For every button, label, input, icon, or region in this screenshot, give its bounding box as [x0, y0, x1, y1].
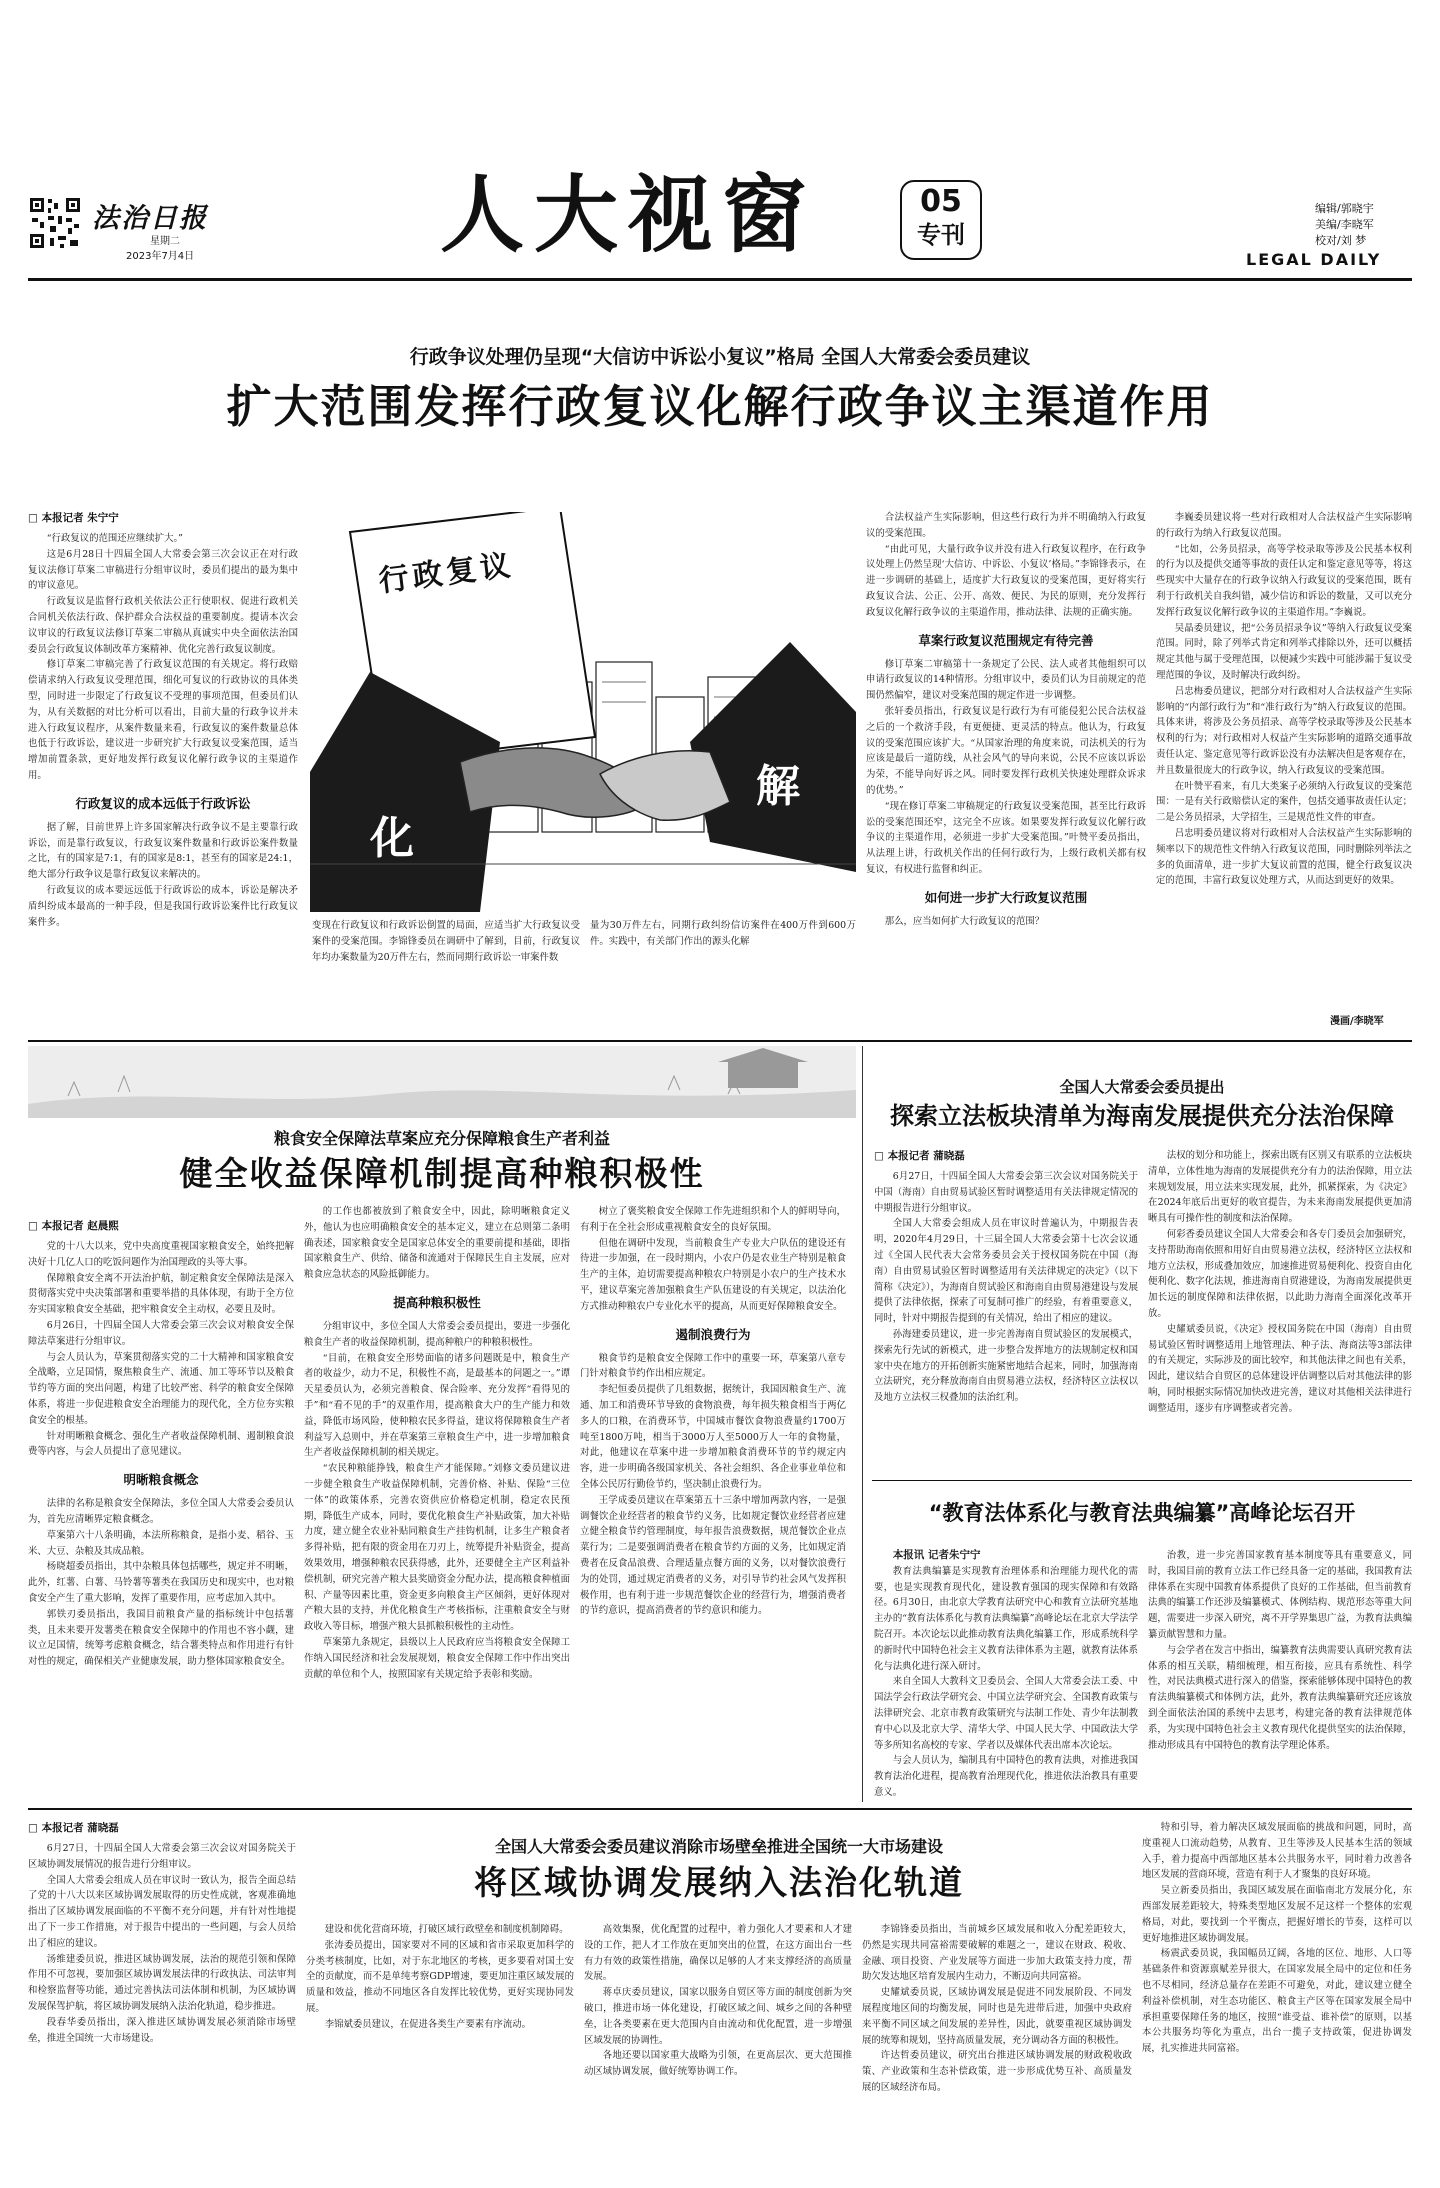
column-divider [862, 1046, 863, 1802]
article4-reporter: 本报讯 记者朱宁宁 [892, 1549, 981, 1561]
paragraph: “行政复议的范围还应继续扩大。” [46, 533, 183, 544]
paragraph: 全国人大常委会组成人员在审议时一致认为，报告全面总结了党的十八大以来区域协调发展取得的历史性成就，客观准确地指出了区域协调发展面临的不平衡不充分问题，并有针对性地提出了下一步工作措施，对于报告中提出的一些问题，与会人员给出了相应的建议。 [28, 1874, 296, 1949]
paragraph: 修订草案二审稿第十一条规定了公民、法人或者其他组织可以申请行政复议的14种情形。分组审议中，委员们认为目前规定的范围仍然偏窄，建议对受案范围的规定作进一步调整。 [866, 658, 1146, 702]
paragraph: 但他在调研中发现，当前粮食生产专业大户队伍的建设还有待进一步加强，在一段时期内，小农户仍是农业生产特别是粮食生产的主体，迫切需要提高种粮农户特别是小农户的生产技术水平，建议草案完善加强粮食生产队伍建设的有关规定，以法治化方式推动种粮农户专业化水平的提高，从而更好保障粮食安全。 [580, 1237, 846, 1312]
page-label: 专刊 [917, 221, 965, 249]
grain-banner [28, 1046, 856, 1118]
article1-col5 [1156, 510, 1412, 1010]
paragraph: 张轩委员指出，行政复议是行政行为有可能侵犯公民合法权益之后的一个救济手段，有更便捷、更灵活的特点。他认为，行政复议的受案范围应该扩大。“从国家治理的角度来说，司法机关的行为应该是最后一道防线，从社会风气的导向来说，公民不应该以诉讼为荣，不能导向好诉之风。同时要发挥行政机关快速处理群众诉求的优势。” [866, 705, 1146, 796]
article2-kicker: 粮食安全保障法草案应充分保障粮食生产者利益 [273, 1129, 610, 1148]
article5-reporter: □ 本报记者 蒲晓磊 [28, 1822, 119, 1834]
section-rule [28, 1040, 1412, 1042]
paragraph: 王学成委员建议在草案第五十三条中增加两款内容，一是强调餐饮企业经营者的粮食节约义务，比如规定餐饮业经营者应建立健全粮食节约管理制度，每年报告浪费数据，规范餐饮企业点菜行为；二是要强调消费者在粮食节约方面的义务，比如规定消费者在反食品浪费、合理适量点餐方面的义务，以对餐饮浪费行为的处罚，通过规定消费者的义务，对引导节约社会风气发挥积极作用，也有利于进一步规范餐饮企业的经营行为，增强消费者的节约意识，提高消费者的节约意识和能力。 [580, 1494, 846, 1617]
paragraph: “比如，公务员招录，高等学校录取等涉及公民基本权利的行为以及提供交通等事故的责任认定和鉴定意见等等，将这些现实中大量存在的行政争议纳入行政复议的受案范围，既有利于行政机关自我纠错，减少信访和诉讼的数量，又可以充分发挥行政复议化解行政争议的主渠道作用。”李巍说。 [1156, 543, 1412, 618]
paragraph: 何彩香委员建议全国人大常委会和各专门委员会加强研究，支持帮助海南依照和用好自由贸易港立法权，经济特区立法权和地方立法权，形成叠加效应，加速推进贸易便利化、投资自由化便利化、数字化法规，推进海南自贸港建设，为海南发展提供更加长远的制度保障和法律依据，以此助力海南全面深化改革开放。 [1148, 1228, 1412, 1319]
article1-midcol-right [590, 918, 856, 1028]
paragraph: “目前，在粮食安全形势面临的诸多问题既是中，粮食生产者的收益少，动力不足，积极性不高，是最基本的问题之一。”谭天星委员认为，必须完善粮食、保合险率、充分发挥“看得见的手”和“看不见的手”的双重作用，提高粮食大户的生产能力和效益，降低市场风险，使种粮农民多得益，建议将保障粮食生产者利益写入总则中，并在草案第三章粮食生产中，进一步增加粮食生产者收益保障机制的相关规定。 [304, 1352, 570, 1459]
paragraph: 法律的名称是粮食安全保障法，多位全国人大常委会委员认为，首先应清晰界定粮食概念。 [28, 1498, 294, 1525]
paragraph: 6月26日，十四届全国人大常委会第三次会议对粮食安全保障法草案进行分组审议。 [28, 1319, 294, 1347]
paragraph: 的工作也都被放到了粮食安全中，因此，除明晰粮食定义外，他认为也应明确粮食安全的基本定义，建立在总则第二条明确表述，国家粮食安全是国家总体安全的重要前提和基础，即指国家粮食生产、供给、储备和流通对于保障民生自主发展，应对粮食应急状态的风险抵御能力。 [304, 1206, 570, 1281]
page-number-box [900, 180, 982, 260]
paragraph: 建设和优化营商环境，打破区域行政壁垒和制度机制障碍。 [324, 1924, 569, 1935]
paragraph: 据了解，目前世界上许多国家解决行政争议不是主要靠行政诉讼，而是靠行政复议，行政复议案件数量和行政诉讼案件数量之比，有的国家是7:1，有的国家是8:1，甚至有的国家是24:1，绝大部分行政争议是靠行政复议来解决的。 [28, 821, 298, 881]
paragraph: 法权的划分和功能上，探索出既有区别又有联系的立法板块清单，立体性地为海南的发展提供充分有力的法治保障，用立法来规划发展，用立法来实现发展，此外，抓紧探索，为《决定》在2024年底后出更好的收官提告，为未来海南发展提供更加清晰具有可操作性的制度和法治保障。 [1148, 1150, 1412, 1225]
subheading: 明晰粮食概念 [123, 1472, 199, 1488]
paragraph: 量为30万件左右，同期行政纠纷信访案件在400万件到600万件。实践中，有关部门作出的源头化解 [590, 920, 856, 947]
paragraph: 保障粮食安全离不开法治护航，制定粮食安全保障法是深入贯彻落实党中央决策部署和重要举措的具体体现，有助于全方位夯实国家粮食安全基础，把牢粮食安全主动权，必要且及时。 [28, 1272, 294, 1316]
illustration-left-char: 化 [370, 813, 414, 864]
brand-en: LEGAL DAILY [1246, 250, 1382, 269]
illustration-right-char: 解 [756, 761, 800, 812]
paragraph: 在叶赞平看来，有几大类案子必须纳入行政复议的受案范围：一是有关行政赔偿认定的案件，包括交通事故责任认定；二是公务员招录，大学招生，三是规范性文件的审查。 [1156, 780, 1412, 824]
paragraph: 蒋卓庆委员建议，国家以服务自贸区等方面的制度创新为突破口，推进市场一体化建设，打破区域之间、城乡之间的各种壁垒，让各类要素在更大范围内自由流动和优化配置，进一步增强区域发展的协调性。 [584, 1987, 852, 2046]
paragraph: 行政复议的成本要远远低于行政诉讼的成本，诉讼是解决矛盾纠纷成本最高的一种手段，但是我国行政诉讼案件比行政复议案件多。 [28, 884, 298, 928]
paragraph: 分组审议中，多位全国人大常委会委员提出，要进一步强化粮食生产者的收益保障机制，提高种粮户的种粮积极性。 [304, 1320, 570, 1348]
subheading: 如何进一步扩大行政复议范围 [924, 889, 1088, 905]
paragraph: 郭铁刃委员指出，我国目前粮食产量的指标统计中包括薯类，且未来要开发薯类在粮食安全保障中的作用也不容小觑，建议立足国情，统筹考虑粮食概念，结合薯类特点和作用进行有针对性的规定，确保相关产业健康发展，助力整体国家粮食安全。 [28, 1608, 294, 1668]
paragraph: 与会学者在发言中指出，编纂教育法典需要认真研究教育法体系的相互关联，精细梳理，相互衔接，应具有系统性、科学性，对民法典模式进行深入的借鉴，探索能够体现中国特色的教育法典编纂模式和体例方法，此外，教育法典编纂研究还应该放到全面依法治国的系统中去思考，构建完备的教育法律规范体系，为实现中国特色社会主义教育现代化提供坚实的法治保障，推动形成具有中国特色的教育法学理论体系。 [1148, 1644, 1412, 1751]
article1-kicker: 行政争议处理仍呈现“大信访中诉讼小复议”格局 全国人大常委会委员建议 [409, 346, 1031, 368]
article1-col4 [866, 510, 1146, 1028]
subheading: 提高种粮积极性 [393, 1294, 481, 1310]
article1-headline: 扩大范围发挥行政复议化解行政争议主渠道作用 [226, 380, 1214, 433]
paragraph: 段春华委员指出，深入推进区域协调发展必须消除市场壁垒，推进全国统一大市场建设。 [28, 2016, 296, 2044]
section-title: 人大视窗 [440, 166, 817, 264]
article2-reporter: □ 本报记者 赵晨熙 [28, 1220, 119, 1232]
paragraph: 那么，应当如何扩大行政复议的范围？ [884, 915, 1045, 927]
paragraph: 杨震武委员说，我国幅员辽阔，各地的区位、地形、人口等基础条件和资源禀赋差异很大，在国家发展全局中的定位和任务也不尽相同，经济总量存在差距不可避免，对此，建议建立健全利益补偿机制，对生态功能区、粮食主产区等在国家发展全局中承担重要保障任务的地区，按照“谁受益、谁补偿”的原则，以基本公共服务均等化为重点，出台一揽子支持政策，促进协调发展，扎实推进共同富裕。 [1142, 1948, 1412, 2055]
paragraph: 粮食节约是粮食安全保障工作中的重要一环，草案第八章专门针对粮食节约作出相应规定。 [580, 1352, 846, 1380]
article4-headline: “教育法体系化与教育法典编纂”高峰论坛召开 [928, 1501, 1356, 1525]
paragraph [874, 1548, 1138, 1564]
article2-headline: 健全收益保障机制提高种粮积极性 [179, 1154, 705, 1193]
paragraph: 李锦锋委员指出，当前城乡区域发展和收入分配差距较大，仍然是实现共同富裕需要破解的难题之一，建议在财政、税收、金融、项目投资、产业发展等方面进一步加大政策支持力度，帮助欠发达地区培育发展内生动力，不断迈向共同富裕。 [862, 1924, 1132, 1983]
paragraph: 修订草案二审稿完善了行政复议范围的有关规定。将行政赔偿请求纳入行政复议受理范围，细化可复议的行政协议的具体类型，同时进一步限定了行政复议不受理的事项范围，但委员们认为，从有关数据的对比分析可以看出，目前大量的行政争议并未进入行政复议程序，从案件数量来看，行政复议的案件数量总体也低于行政诉讼，建议进一步研究扩大行政复议受案范围，适当增加前置条款，更好地发挥行政复议化解行政争议的主渠道作用。 [28, 659, 298, 781]
paragraph: 高效集聚，优化配置的过程中，着力强化人才要素和人才建设的工作，把人才工作放在更加突出的位置，在这方面出台一些有力有效的政策性措施，确保以足够的人才来支撑经济的高质量发展。 [584, 1924, 852, 1983]
issue-date: 2023年7月4日 [126, 251, 195, 262]
paragraph: 孙海建委员建议，进一步完善海南自贸试验区的发展模式，探索先行先试的新模式，进一步整合发挥地方的法规制定权和国家中央在地方的开拓创新实施紧密地结合起来，同时，加强海南立法研究，充分释放海南自由贸易港立法权，经济特区立法权以及地方立法权三权叠加的法治红利。 [874, 1328, 1138, 1404]
section-rule [28, 1808, 1412, 1810]
paragraph: 6月27日，十四届全国人大常委会第三次会议对国务院关于中国（海南）自由贸易试验区暂时调整适用有关法律规定情况的中期报告进行分组审议。 [874, 1171, 1138, 1214]
art-credit: 美编/李晓军 [1315, 218, 1374, 231]
paragraph: 张涛委员提出，国家要对不同的区域和省市采取更加科学的分类考核制度，比如，对于东北地区的考核，更多要看对国土安全的贡献度，而不是单纯考察GDP增速，要更加注重区域发展的质量和效益，推动不同地区各自发挥比较优势，更好实现协同发展。 [306, 1939, 574, 2014]
article5-col5 [1142, 1820, 1412, 2166]
paragraph: 吴立新委员指出，我国区域发展在面临南北方发展分化，东西部发展差距较大，特殊类型地区发展不足这样一个整体的宏观格局，对此，要找到一个平衡点，把握好增长的节奏，这样可以更好地推进区域协调发展。 [1142, 1885, 1412, 1944]
article4-col2 [1148, 1548, 1412, 1798]
article1-midcol-left [312, 918, 580, 1028]
paragraph: 治教，进一步完善国家教育基本制度等具有重要意义，同时，我国目前的教育立法工作已经具备一定的基础，我国教育法律体系在实现中国教育体系提供了良好的工作基础，但当前教育法典的编纂工作还涉及编纂模式、体例结构、规范形态等重大问题，需要进一步深入研究，离不开学界集思广益，为教育法典编纂贡献智慧和力量。 [1148, 1550, 1412, 1640]
paragraph: 吕忠明委员建议将对行政相对人合法权益产生实际影响的频率以下的规范性文件纳入行政复议范围，同时删除列举法之多的负面清单，进一步扩大复议前置的范围，健全行政复议决定的范围，丰富行政复议处理方式，从而达到更好的效果。 [1156, 827, 1412, 887]
masthead-rule [28, 278, 1412, 281]
illustration-document-label: 行政复议 [376, 547, 517, 600]
subheading: 遏制浪费行为 [675, 1326, 751, 1342]
article3-col2 [1148, 1148, 1412, 1470]
article3-reporter: □ 本报记者 蒲晓磊 [874, 1150, 965, 1162]
qr-code [28, 196, 82, 250]
article3-headline: 探索立法板块清单为海南发展提供充分法治保障 [890, 1102, 1394, 1130]
article2-col3 [580, 1204, 846, 1794]
paragraph: 草案第六十八条明确，本法所称粮食，是指小麦、稻谷、玉米、大豆、杂粮及其成品粮。 [28, 1529, 294, 1557]
article3-kicker: 全国人大常委会委员提出 [1059, 1078, 1225, 1096]
paragraph: 许达哲委员建议，研究出台推进区域协调发展的财政税收政策、产业政策和生态补偿政策，进一步形成优势互补、高质量发展的区域经济布局。 [862, 2050, 1132, 2093]
article5-kicker: 全国人大常委会委员建议消除市场壁垒推进全国统一大市场建设 [494, 1837, 943, 1856]
paragraph: 树立了褒奖粮食安全保障工作先进组织和个人的鲜明导向，有利于在全社会形成重视粮食安全的良好氛围。 [580, 1206, 846, 1233]
paragraph: 李巍委员建议将一些对行政相对人合法权益产生实际影响的行政行为纳入行政复议范围。 [1156, 512, 1412, 539]
paragraph: 6月27日，十四届全国人大常委会第三次会议对国务院关于区域协调发展情况的报告进行分组审议。 [28, 1843, 296, 1870]
paragraph: 与会人员认为，草案贯彻落实党的二十大精神和国家粮食安全战略，立足国情，聚焦粮食生产、流通、加工等环节以及粮食节约等方面的突出问题，构建了比较严密、科学的粮食安全保障体系，将进一步促进粮食安全治理能力的现代化，全方位夯实粮食安全的根基。 [28, 1351, 294, 1426]
proof-credit: 校对/刘 梦 [1315, 234, 1367, 247]
paragraph: 特和引导，着力解决区域发展面临的挑战和问题，同时，高度重视人口流动趋势，从教育、卫生等涉及人民基本生活的领域入手，着力提高中西部地区基本公共服务水平，同时着力改善各地区发展的营商环境，营造有利于人才聚集的良好环境。 [1142, 1822, 1412, 1881]
article5-col2 [306, 1922, 574, 2166]
article-divider [872, 1480, 1412, 1481]
paragraph: 草案第九条规定，县级以上人民政府应当将粮食安全保障工作纳入国民经济和社会发展规划，粮食安全保障工作中作出突出贡献的单位和个人，按照国家有关规定给予表彰和奖励。 [304, 1636, 570, 1680]
article2-col2 [304, 1204, 570, 1794]
paragraph: 各地还要以国家重大战略为引领，在更高层次、更大范围推动区域协调发展，做好统筹协调工作。 [584, 2050, 852, 2078]
paragraph: 教育法典编纂是实现教育治理体系和治理能力现代化的需要，也是实现教育现代化，建设教育强国的现实保障和有效路径。6月30日，由北京大学教育法研究中心和教育立法研究基地主办的“教育法体系化与教育法典编纂”高峰论坛在北京大学法学院召开。本次论坛以此推动教育法典化编纂工作，形成系统科学的新时代中国特色社会主义教育法律体系为主题，就教育法体系化与法典化进行深入研讨。 [874, 1565, 1138, 1672]
editor-credit: 编辑/郭晓宇 [1315, 202, 1374, 215]
article2-col1 [28, 1218, 294, 1794]
paragraph: 与会人员认为，编制具有中国特色的教育法典，对推进我国教育法治化进程，提高教育治理现代化，推进依法治教具有重要意义。 [874, 1755, 1138, 1798]
paragraph: 史耀斌委员说，《决定》授权国务院在中国（海南）自由贸易试验区暂时调整适用上地管理法、种子法、海商法等3部法律的有关规定，实际涉及的面比较窄，和其他法律之间也有关系，因此，建议结合自贸区的总体建设评估调整以后对其他法律的影响，同时根据实际情况加快改进完善，建议对其他相关法律进行调整适用，逐步有序调整或者完善。 [1148, 1323, 1412, 1414]
paragraph: 杨晓超委员指出，其中杂粮具体包括哪些，规定并不明晰，此外，红薯、白薯、马铃薯等薯类在我国历史和现实中，也对粮食安全产生了重大影响，发挥了重要作用，应考虑加入其中。 [28, 1561, 294, 1604]
article1-reporter: □ 本报记者 朱宁宁 [28, 512, 119, 524]
paragraph: 吴晶委员建议，把“公务员招录争议”等纳入行政复议受案范围。同时，除了列举式肯定和列举式排除以外，还可以概括规定其他与属于受理范围，以便减少实践中可能涉漏于复议受理范围的争议，及时解决行政纠纷。 [1156, 622, 1412, 681]
article5-col1 [28, 1820, 296, 2166]
paragraph: 李纪恒委员提供了几组数据，据统计，我国因粮食生产、流通、加工和消费环节导致的食物浪费，每年损失粮食相当于两亿多人的口粮，在消费环节，中国城市餐饮食物浪费量约1700万吨至1800万吨，相当于3000万人至5000万人一年的食物量，对此，他建议在草案中进一步增加粮食消费环节的节约规定内容，进一步明确各级国家机关、各社会组织、各企业事业单位和全体公民厉行勤俭节约，坚决制止浪费行为。 [580, 1384, 846, 1490]
paragraph: 史耀斌委员说，区域协调发展是促进不同发展阶段、不同发展程度地区间的均衡发展，同时也是先进带后进，加强中央政府来平衡不同区域之间发展的差异性，因此，就要重视区域协调发展的统筹和规划，坚持高质量发展，充分调动各方面的积极性。 [862, 1987, 1132, 2046]
paragraph: “农民种粮能挣钱，粮食生产才能保障。”刘修文委员建议进一步健全粮食生产收益保障机制，完善价格、补贴、保险“三位一体”的政策体系，完善农资供应价格稳定机制，稳定农民预期，降低生产成本，同时，要优化粮食生产补贴政策，加大补贴力度，建立健全农业补贴同粮食生产挂钩机制，让多生产粮食者多得补贴，把有限的资金用在刀刃上，统筹提升补贴资金，提高效果效用，增强种粮农民获得感，此外，还要健全主产区利益补偿机制，研究完善产粮大县奖励资金分配办法，提高粮食种植面积、产量等因素比重，资金更多向粮食主产区倾斜，更好体现对产粮大县的支持，并优化粮食生产考核指标，注重粮食安全与财政收入等目标，增强产粮大县抓粮积极性的主动性。 [304, 1463, 570, 1633]
article5-col3 [584, 1922, 852, 2166]
article5-headline: 将区域协调发展纳入法治化轨道 [474, 1863, 964, 1902]
paragraph: 来自全国人大教科文卫委员会、全国人大常委会法工委、中国法学会行政法学研究会、中国立法学研究会、全国教育政策与法律研究会、北京市教育政策研究与法制工作处、青少年法制教育中心以及北京大学、清华大学、中国人民大学、中国政法大学等多所知名高校的专家、学者以及媒体代表出席本次论坛。 [874, 1676, 1138, 1751]
article5-col4 [862, 1922, 1132, 2166]
paragraph: 变现在行政复议和行政诉讼倒置的局面，应适当扩大行政复议受案件的受案范围。李锦锋委员在调研中了解到，目前，行政复议年均办案数量为20万件左右，然而同期行政诉讼一审案件数 [312, 920, 580, 963]
paragraph: “现在修订草案二审稿规定的行政复议受案范围，甚至比行政诉讼的受案范围还窄，这完全不应该。如果要发挥行政复议化解行政争议的主渠道作用，必须进一步扩大受案范围。”叶赞平委员指出，从法理上讲，行政机关作出的任何行政行为，上级行政机关都有权复议，有权进行监督和纠正。 [866, 800, 1146, 875]
subheading: 行政复议的成本远低于行政诉讼 [75, 795, 251, 811]
paragraph: “由此可见，大量行政争议并没有进入行政复议程序，在行政争议处理上仍然呈现‘大信访、中诉讼、小复议’格局。”李锦锋表示，在进一步调研的基础上，适度扩大行政复议的受案范围，更好将实行政复议合法、公正、公开、高效、便民、为民的原则，充分发挥行政复议化解行政争议的主渠道作用，推动法律、法规的正确实施。 [866, 543, 1146, 618]
paragraph: 党的十八大以来，党中央高度重视国家粮食安全，始终把解决好十几亿人口的吃饭问题作为治国理政的头等大事。 [28, 1241, 294, 1268]
subheading: 草案行政复议范围规定有待完善 [918, 632, 1094, 648]
weekday: 星期二 [150, 236, 180, 247]
paragraph: 汤维建委员说，推进区域协调发展，法治的规范引领和保障作用不可忽视，要加强区域协调发展法律的行政执法、司法审判和检察监督等功能，通过完善执法司法体制和机制，为区域协调发展保驾护航，将区域协调发展纳入法治化轨道，稳步推进。 [28, 1953, 296, 2012]
paragraph: 这是6月28日十四届全国人大常委会第三次会议正在对行政复议法修订草案二审稿进行分组审议时，委员们提出的最为集中的审议意见。 [28, 548, 298, 592]
article4-col1 [874, 1548, 1138, 1798]
handshake-illustration [310, 512, 856, 912]
paragraph: 全国人大常委会组成人员在审议时普遍认为，中期报告表明，2020年4月29日，十三届全国人大常委会第十七次会议通过《全国人民代表大会常务委员会关于授权国务院在中国（海南）自由贸易试验区暂时调整适用有关法律规定的决定》（以下简称《决定》），为海南自贸试验区和海南自由贸易港建设与发展提供了法律依据，探索了可复制可推广的经验，有着重要意义，同时，针对中期报告提到的有关情况，给出了相应的建议。 [874, 1218, 1138, 1325]
paragraph: 行政复议是监督行政机关依法公正行使职权、促进行政机关合同机关依法行政、保护群众合法权益的重要制度。提请本次会议审议的行政复议法修订草案二审稿从真诚实中央全面依法治国委员会行政复议体制改革方案精神、优化完善行政复议制度。 [28, 596, 298, 655]
paragraph: 合法权益产生实际影响，但这些行政行为并不明确纳入行政复议的受案范围。 [866, 512, 1146, 539]
paragraph: 李锦斌委员建议，在促进各类生产要素有序流动。 [324, 2018, 532, 2030]
paragraph: 针对明晰粮食概念、强化生产者收益保障机制、遏制粮食浪费等内容，与会人员提出了意见建议。 [28, 1430, 294, 1458]
article1-col1 [28, 510, 298, 1028]
article3-col1 [874, 1148, 1138, 1470]
paragraph: 吕忠梅委员建议，把部分对行政相对人合法权益产生实际影响的“内部行政行为”和“准行政行为”纳入行政复议的范围。具体来讲，将涉及公务员招录、高等学校录取等涉及公民基本权利的行为；对行政相对人权益产生实际影响的道路交通事故责任认定、鉴定意见等行政诉讼没有办法解决但是客观存在，并且数量很庞大的行政争议，纳入行政复议的受案范围。 [1156, 685, 1412, 776]
cartoon-credit: 漫画/李晓军 [1330, 1016, 1384, 1027]
page-number: 05 [920, 184, 962, 219]
paper-logo: 法治日报 [92, 203, 208, 234]
